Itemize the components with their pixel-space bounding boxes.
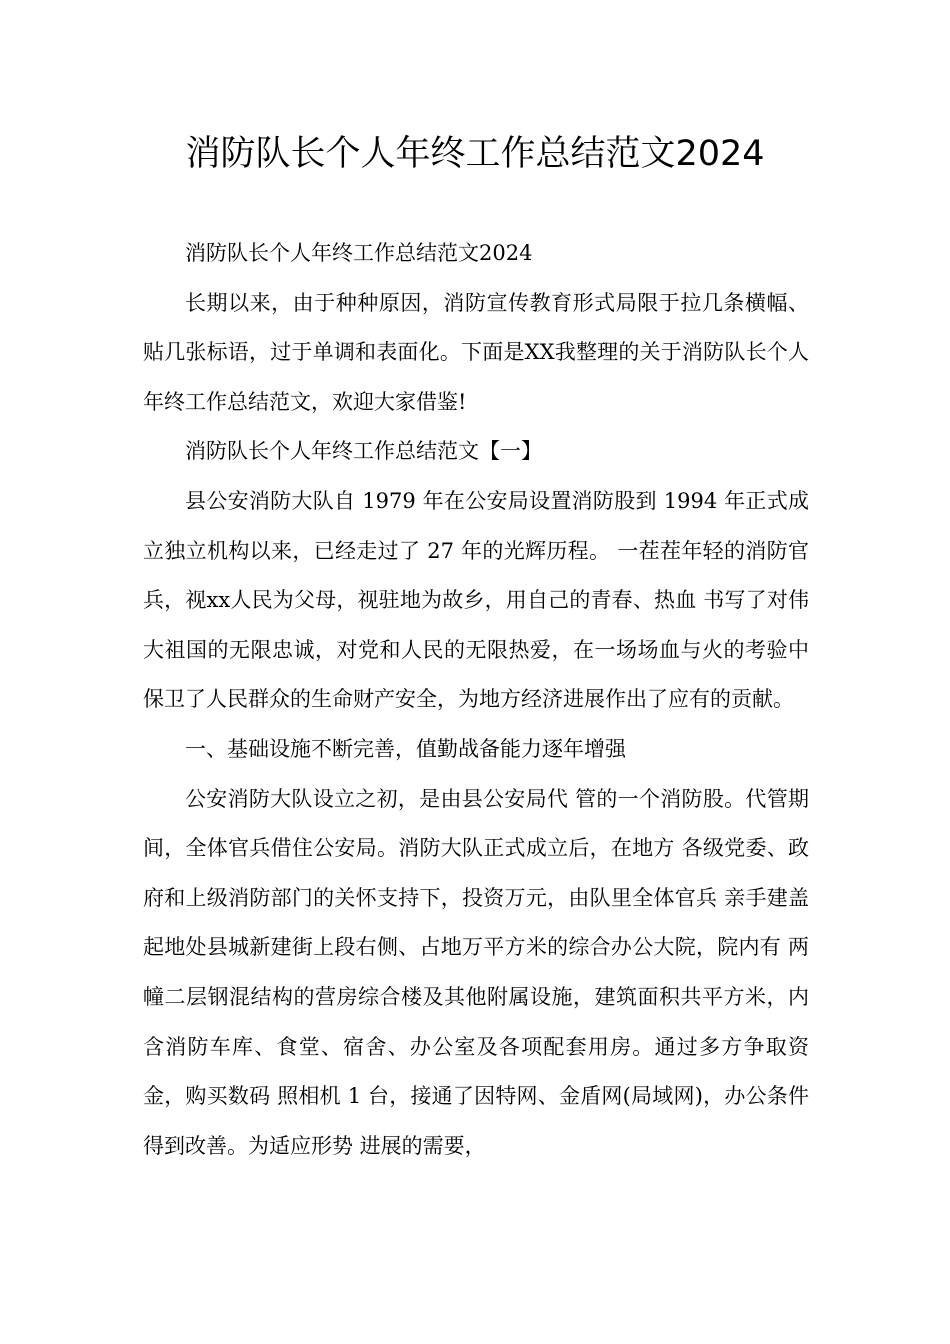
paragraph-subheading-1: 一、基础设施不断完善，值勤战备能力逐年增强 — [185, 736, 626, 761]
paragraph-infrastructure: 公安消防大队设立之初，是由县公安局代 管的一个消防股。代管期间，全体官兵借住公安局。消防大队正式成立后，在地方 各级党委、政府和上级消防部门的关怀支持下，投资万元，由队里全体官兵 亲手建盖起地处县城新建街上段右侧、占地万平方米的综合办公大院，院内有 两幢二层钢混结构的营房综合楼及其他附属设施，建筑面积共平方米，内 含消防车库、食堂、宿舍、办公室及各项配套用房。通过多方争取资金，购买数码 照相机 1 台，接通了因特网、金盾网(局域网)，办公条件得到改善。为适应形势 进展的需要， — [143, 786, 809, 1158]
document-title: 消防队长个人年终工作总结范文2024 — [185, 134, 765, 174]
document-body — [143, 229, 809, 1171]
paragraph-section-heading: 消防队长个人年终工作总结范文【一】 — [185, 439, 542, 464]
paragraph-intro: 长期以来，由于种种原因，消防宣传教育形式局限于拉几条横幅、贴几张标语，过于单调和表面化。下面是XX我整理的关于消防队长个人年终工作总结范文，欢迎大家借鉴! — [143, 290, 809, 414]
paragraph-history: 县公安消防大队自 1979 年在公安局设置消防股到 1994 年正式成立独立机构以来，已经走过了 27 年的光辉历程。 一茬茬年轻的消防官兵，视xx人民为父母，视驻地为故乡，用自己的青春、热血 书写了对伟大祖国的无限忠诚，对党和人民的无限热爱，在一场场血与火的考验中 保卫了人民群众的生命财产安全，为地方经济进展作出了应有的贡献。 — [143, 488, 809, 712]
paragraph-subtitle: 消防队长个人年终工作总结范文2024 — [185, 241, 533, 265]
